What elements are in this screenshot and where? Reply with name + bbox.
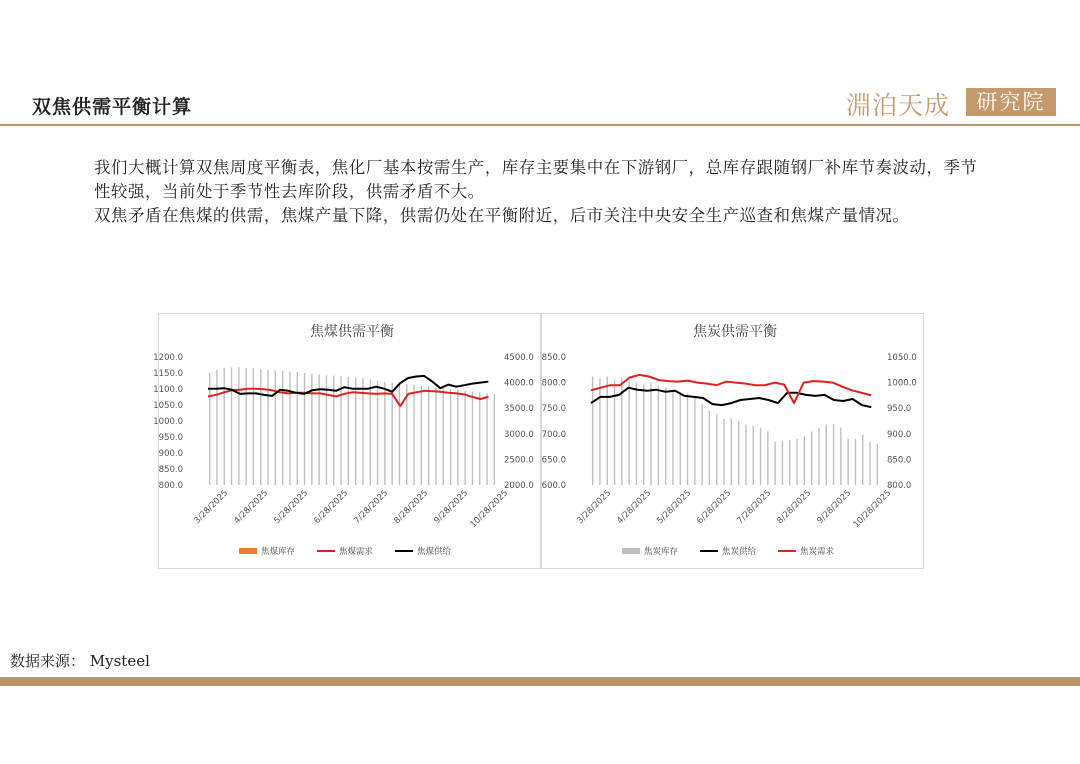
x-tick-label: 10/28/2025 — [851, 488, 894, 530]
y-right-tick-label: 950.0 — [887, 404, 912, 415]
x-tick-label: 9/28/2025 — [432, 488, 471, 527]
y-left-tick-label: 850.0 — [158, 465, 183, 475]
bar-inventory — [267, 370, 268, 485]
bar-inventory — [289, 371, 290, 485]
y-right-tick-label: 2000.0 — [504, 481, 534, 491]
bar-inventory — [767, 431, 768, 485]
body-paragraph-2: 双焦矛盾在焦煤的供需，焦煤产量下降，供需仍处在平衡附近，后市关注中央安全生产巡查和焦煤产量情况。 — [94, 206, 910, 225]
bar-inventory — [599, 379, 600, 485]
bar-inventory — [282, 371, 283, 485]
bar-inventory — [377, 381, 378, 485]
logo — [846, 86, 1058, 120]
bar-inventory — [826, 425, 827, 485]
x-tick-label: 8/28/2025 — [392, 488, 431, 527]
y-left-tick-label: 800.0 — [541, 378, 566, 389]
x-tick-label: 6/28/2025 — [312, 488, 351, 527]
bar-inventory — [818, 428, 819, 485]
data-source: 数据来源： Mysteel — [10, 652, 150, 670]
bar-inventory — [723, 419, 724, 485]
x-tick-group — [352, 488, 390, 526]
bar-inventory — [362, 378, 363, 485]
x-tick-group — [272, 488, 310, 526]
x-tick-group — [392, 488, 430, 526]
bar-inventory — [443, 388, 444, 485]
bar-inventory — [716, 414, 717, 485]
bar-inventory — [355, 377, 356, 485]
coking-coal-chart-svg — [153, 314, 540, 568]
x-tick-group — [735, 488, 773, 526]
series-line-supply — [591, 388, 871, 408]
bar-inventory — [789, 440, 790, 485]
x-tick-group — [232, 488, 270, 526]
bar-inventory — [760, 428, 761, 485]
x-tick-group — [615, 488, 653, 526]
bar-inventory — [811, 431, 812, 485]
y-left-tick-label: 1100.0 — [153, 385, 183, 395]
y-right-tick-label: 3500.0 — [504, 404, 534, 415]
y-right-tick-label: 3000.0 — [504, 429, 534, 440]
x-tick-label: 8/28/2025 — [775, 488, 814, 527]
bar-inventory — [486, 393, 487, 485]
x-tick-group — [852, 488, 894, 530]
legend-label: 焦炭需求 — [800, 547, 835, 557]
bar-inventory — [245, 368, 246, 485]
legend-label: 焦煤供给 — [417, 547, 452, 557]
y-right-tick-label: 4500.0 — [504, 353, 534, 363]
bar-inventory — [384, 382, 385, 485]
x-tick-label: 3/28/2025 — [575, 488, 614, 527]
bar-inventory — [472, 392, 473, 485]
y-right-tick-label: 850.0 — [887, 455, 912, 466]
x-tick-group — [815, 488, 853, 526]
bar-inventory — [253, 368, 254, 485]
x-tick-group — [312, 488, 350, 526]
bar-inventory — [643, 385, 644, 485]
bar-inventory — [607, 376, 608, 485]
bar-inventory — [650, 383, 651, 485]
x-tick-group — [695, 488, 733, 526]
bar-inventory — [399, 383, 400, 485]
header-divider — [0, 124, 1080, 126]
bar-inventory — [701, 404, 702, 485]
coke-chart — [541, 313, 924, 569]
x-tick-label: 10/28/2025 — [468, 488, 511, 530]
body-text — [94, 156, 994, 228]
x-tick-group — [775, 488, 813, 526]
bar-inventory — [658, 386, 659, 485]
bar-inventory — [464, 391, 465, 485]
y-right-tick-label: 1050.0 — [887, 353, 917, 363]
x-tick-label: 5/28/2025 — [655, 488, 694, 527]
chart-title: 焦煤供需平衡 — [310, 324, 394, 340]
bar-inventory — [877, 444, 878, 485]
bar-inventory — [209, 373, 210, 485]
footer-bar — [0, 677, 1080, 686]
x-tick-label: 4/28/2025 — [615, 488, 654, 527]
legend-label: 焦煤库存 — [261, 547, 296, 557]
bar-inventory — [687, 393, 688, 485]
legend-swatch-bar — [622, 548, 640, 554]
y-right-tick-label: 1000.0 — [887, 378, 917, 389]
bar-inventory — [457, 390, 458, 485]
x-tick-label: 3/28/2025 — [192, 488, 231, 527]
y-right-tick-label: 4000.0 — [504, 378, 534, 389]
legend-label: 焦炭供给 — [722, 547, 757, 557]
x-tick-group — [575, 488, 613, 526]
legend-swatch-bar — [239, 548, 257, 554]
bar-inventory — [628, 381, 629, 485]
y-left-tick-label: 950.0 — [158, 433, 183, 443]
bar-inventory — [694, 397, 695, 485]
legend-label: 焦炭库存 — [644, 547, 679, 557]
y-left-tick-label: 1200.0 — [153, 353, 183, 363]
bar-inventory — [406, 384, 407, 485]
coke-chart-svg — [542, 314, 923, 568]
bar-inventory — [260, 369, 261, 485]
bar-inventory — [450, 389, 451, 485]
bar-inventory — [592, 376, 593, 485]
bar-inventory — [479, 392, 480, 485]
logo-brand-text: 淵泊天成 — [846, 91, 951, 120]
x-tick-label: 7/28/2025 — [735, 488, 774, 527]
bar-inventory — [333, 376, 334, 485]
bar-inventory — [782, 441, 783, 485]
bar-inventory — [494, 394, 495, 485]
y-right-tick-label: 800.0 — [887, 481, 912, 491]
y-left-tick-label: 650.0 — [541, 455, 566, 466]
bar-inventory — [318, 375, 319, 485]
bar-inventory — [340, 376, 341, 485]
y-left-tick-label: 600.0 — [541, 481, 566, 491]
x-tick-label: 7/28/2025 — [352, 488, 391, 527]
body-paragraph-1: 我们大概计算双焦周度平衡表，焦化厂基本按需生产，库存主要集中在下游钢厂，总库存跟随钢厂补库节奏波动，季节性较强，当前处于季节性去库阶段，供需矛盾不大。 — [94, 158, 978, 201]
y-left-tick-label: 750.0 — [541, 404, 566, 415]
bar-inventory — [855, 439, 856, 485]
bar-inventory — [370, 379, 371, 485]
bar-inventory — [413, 385, 414, 485]
y-right-tick-label: 900.0 — [887, 429, 912, 440]
bar-inventory — [840, 428, 841, 485]
bar-inventory — [391, 383, 392, 485]
x-tick-group — [469, 488, 511, 530]
chart-title: 焦炭供需平衡 — [693, 324, 777, 340]
page-title: 双焦供需平衡计算 — [32, 96, 193, 118]
bar-inventory — [753, 426, 754, 485]
y-right-tick-label: 2500.0 — [504, 455, 534, 466]
y-left-tick-label: 1050.0 — [153, 401, 183, 411]
legend-label: 焦煤需求 — [339, 547, 374, 557]
bar-inventory — [665, 388, 666, 485]
coking-coal-chart — [153, 313, 541, 569]
bar-inventory — [731, 418, 732, 485]
bar-inventory — [869, 441, 870, 485]
y-left-tick-label: 900.0 — [158, 449, 183, 459]
x-tick-group — [432, 488, 470, 526]
bar-inventory — [304, 373, 305, 485]
y-left-tick-label: 1000.0 — [153, 417, 183, 427]
bar-inventory — [672, 390, 673, 485]
y-left-tick-label: 700.0 — [541, 429, 566, 440]
bar-inventory — [796, 439, 797, 485]
x-tick-group — [192, 488, 230, 526]
x-tick-label: 6/28/2025 — [695, 488, 734, 527]
y-left-tick-label: 1150.0 — [153, 369, 183, 379]
logo-box-text: 研究院 — [966, 88, 1056, 116]
bar-inventory — [216, 370, 217, 485]
x-tick-group — [655, 488, 693, 526]
bar-inventory — [275, 370, 276, 485]
bar-inventory — [833, 424, 834, 485]
bar-inventory — [847, 439, 848, 485]
bar-inventory — [297, 372, 298, 485]
bar-inventory — [804, 436, 805, 485]
bar-inventory — [224, 368, 225, 485]
bar-inventory — [862, 435, 863, 485]
bar-inventory — [738, 421, 739, 485]
y-left-tick-label: 800.0 — [158, 481, 183, 491]
bar-inventory — [428, 386, 429, 485]
bar-inventory — [680, 392, 681, 485]
x-tick-label: 5/28/2025 — [272, 488, 311, 527]
bar-inventory — [231, 367, 232, 485]
y-left-tick-label: 850.0 — [541, 353, 566, 363]
bar-inventory — [421, 386, 422, 485]
bar-inventory — [636, 383, 637, 485]
bar-inventory — [326, 375, 327, 485]
bar-inventory — [238, 367, 239, 485]
x-tick-label: 9/28/2025 — [815, 488, 854, 527]
bar-inventory — [774, 441, 775, 485]
bar-inventory — [745, 425, 746, 485]
bar-inventory — [709, 411, 710, 485]
bar-inventory — [435, 387, 436, 485]
x-tick-label: 4/28/2025 — [232, 488, 271, 527]
